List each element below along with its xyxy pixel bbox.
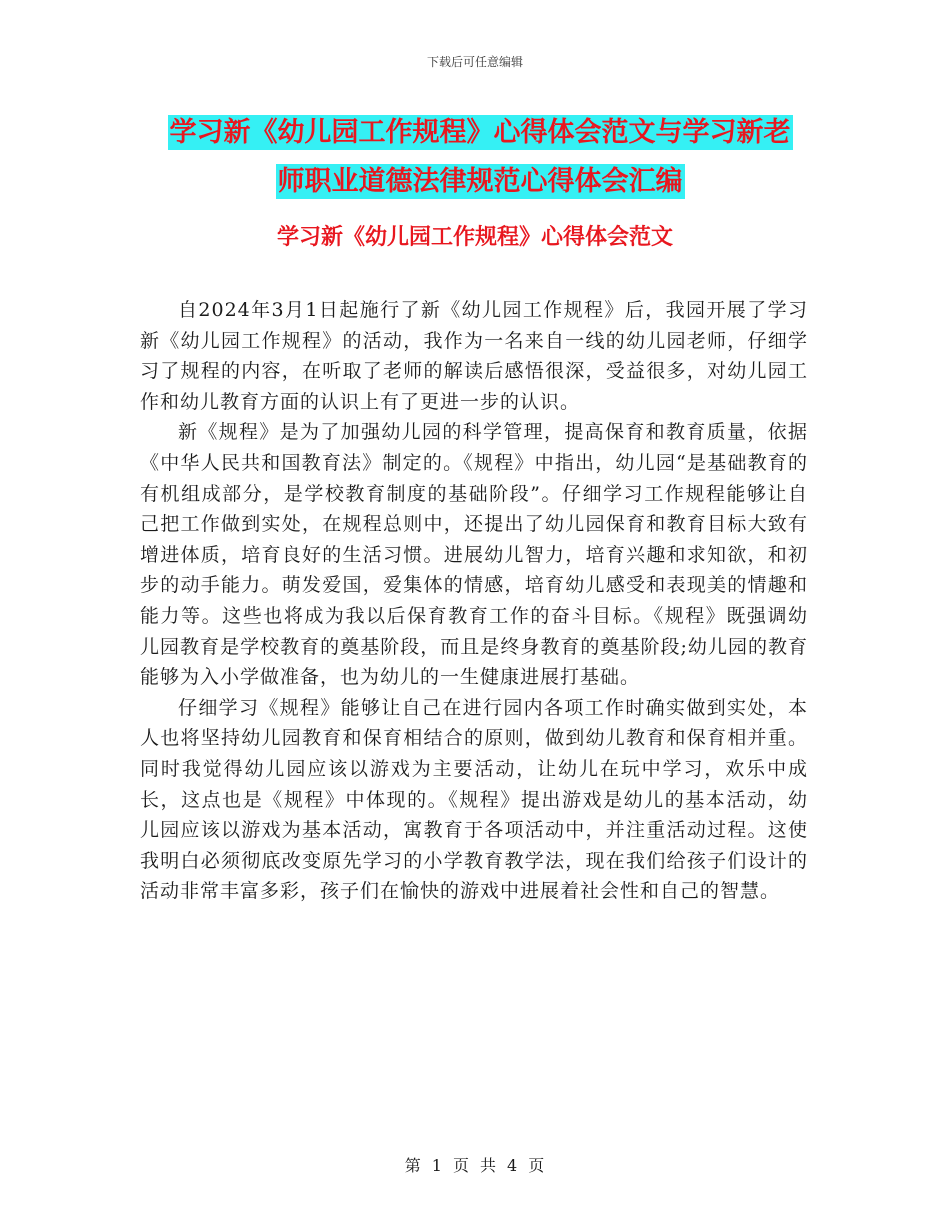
paragraph: 新《规程》是为了加强幼儿园的科学管理，提高保育和教育质量，依据《中华人民共和国教育法》制定的。《规程》中指出，幼儿园“是基础教育的有机组成部分，是学校教育制度的基础阶段”。仔细学习工作规程能够让自己把工作做到实处，在规程总则中，还提出了幼儿园保育和教育目标大致有增进体质，培育良好的生活习惯。进展幼儿智力，培育兴趣和求知欲，和初步的动手能力。萌发爱国，爱集体的情感，培育幼儿感受和表现美的情趣和能力等。这些也将成为我以后保育教育工作的奋斗目标。《规程》既强调幼儿园教育是学校教育的奠基阶段，而且是终身教育的奠基阶段;幼儿园的教育能够为入小学做准备，也为幼儿的一生健康进展打基础。 [140, 421, 808, 689]
document-title-line-2: 师职业道德法律规范心得体会汇编 [277, 166, 683, 197]
footer-prefix: 第 [404, 1156, 422, 1175]
footer-suffix: 页 [528, 1156, 546, 1175]
document-title-line-1: 学习新《幼儿园工作规程》心得体会范文与学习新老 [169, 117, 791, 148]
body-text [140, 295, 808, 907]
footer-current-page: 1 [431, 1156, 443, 1175]
paragraph: 自2024年3月1日起施行了新《幼儿园工作规程》后，我园开展了学习新《幼儿园工作规程》的活动，我作为一名来自一线的幼儿园老师，仔细学习了规程的内容，在听取了老师的解读后感悟很深，受益很多，对幼儿园工作和幼儿教育方面的认识上有了更进一步的认识。 [140, 299, 808, 413]
header-note: 下载后可任意编辑 [426, 55, 523, 69]
footer-total-word: 共 [480, 1156, 498, 1175]
footer-total-pages: 4 [507, 1156, 519, 1175]
section-title: 学习新《幼儿园工作规程》心得体会范文 [276, 225, 673, 250]
document-title [140, 108, 820, 206]
paragraph: 仔细学习《规程》能够让自己在进行园内各项工作时确实做到实处，本人也将坚持幼儿园教育和保育相结合的原则，做到幼儿教育和保育相并重。同时我觉得幼儿园应该以游戏为主要活动，让幼儿在玩中学习，欢乐中成长，这点也是《规程》中体现的。《规程》提出游戏是幼儿的基本活动，幼儿园应该以游戏为基本活动，寓教育于各项活动中，并注重活动过程。这使我明白必须彻底改变原先学习的小学教育教学法，现在我们给孩子们设计的活动非常丰富多彩，孩子们在愉快的游戏中进展着社会性和自己的智慧。 [140, 696, 808, 903]
page-footer [0, 1153, 950, 1176]
footer-page-word: 页 [452, 1156, 470, 1175]
